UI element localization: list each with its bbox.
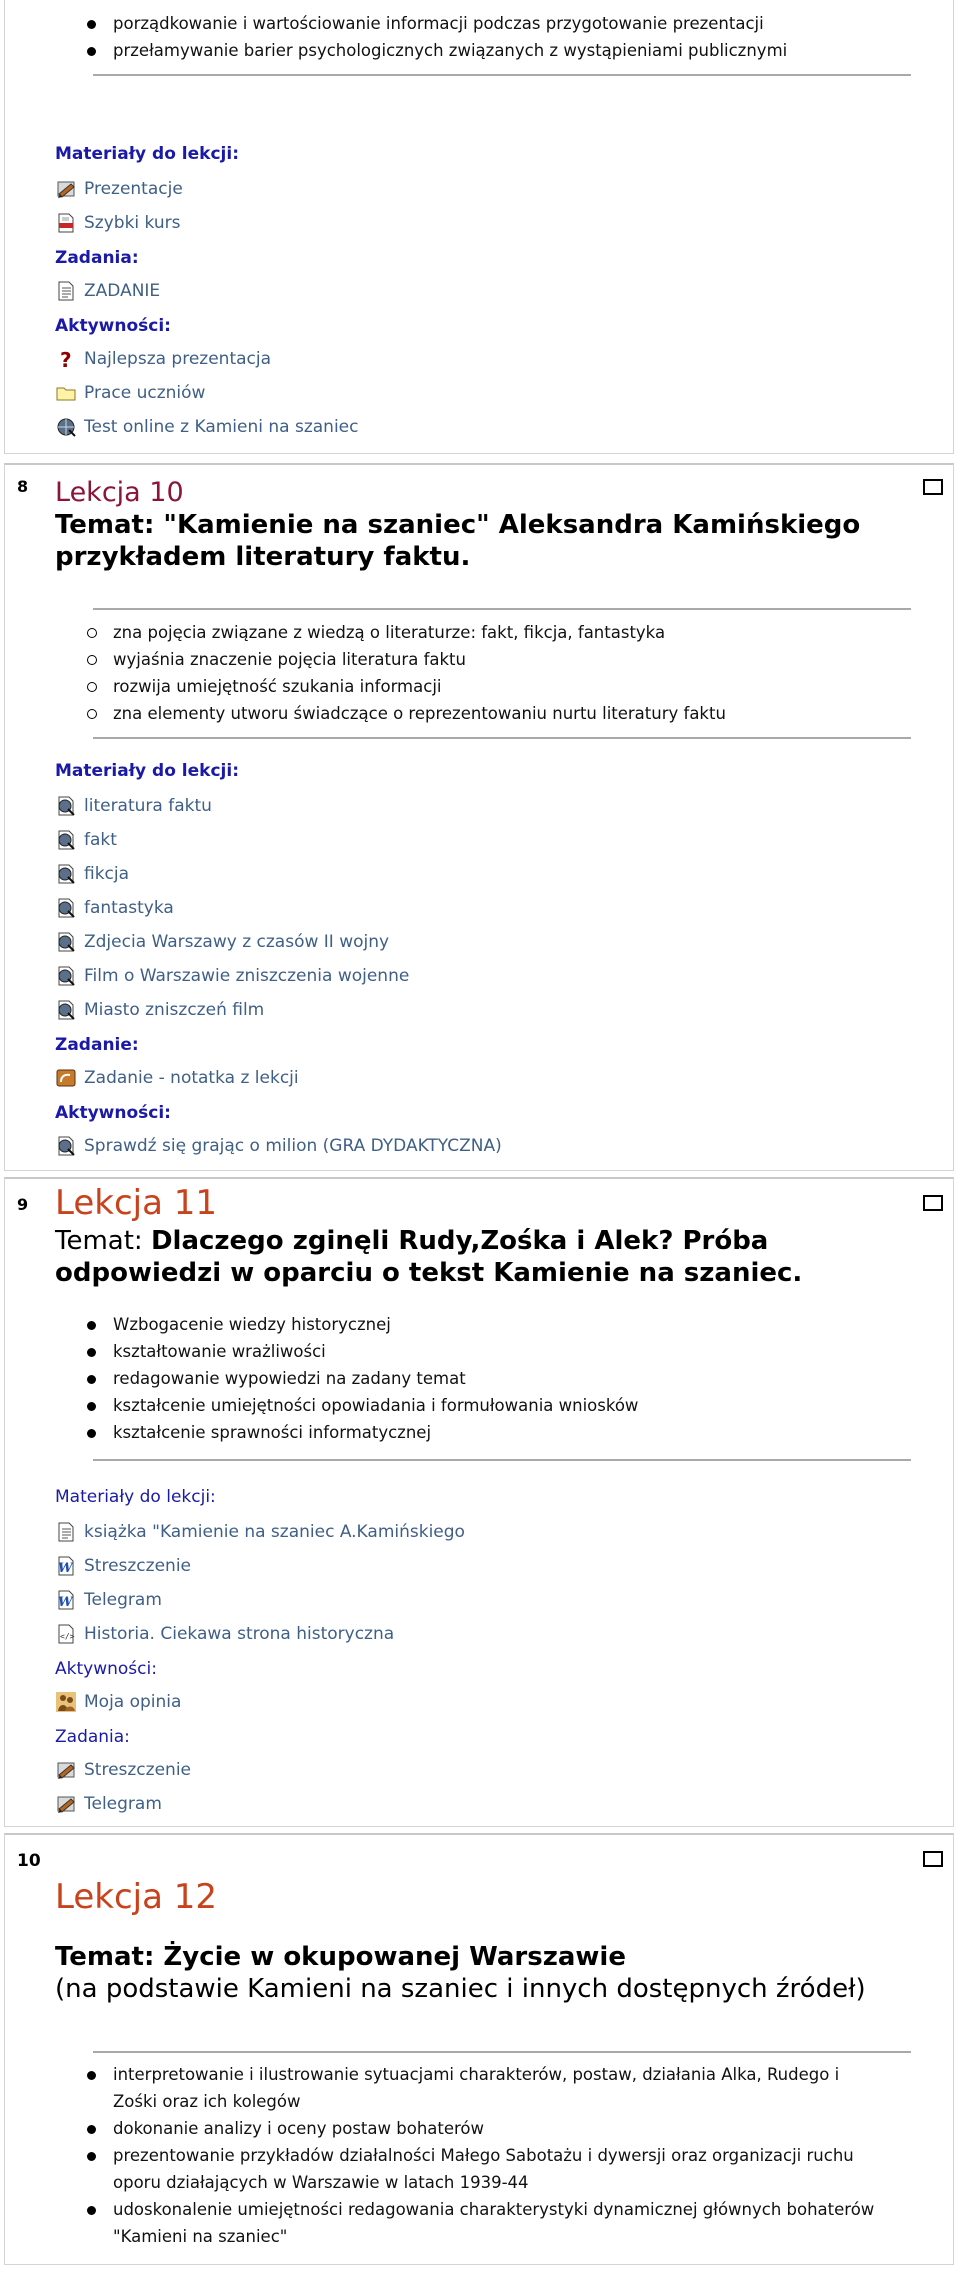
objectives-list [85,10,787,64]
objective-item: "Kamieni na szaniec" [113,2227,288,2246]
objectives-list [85,619,726,727]
activity-text: Prace uczniów [84,383,206,403]
objective-item: rozwija umiejętność szukania informacji [85,673,726,700]
resource-text: fikcja [84,864,130,884]
resource-link[interactable] [55,827,117,853]
materials-label: Materiały do lekcji: [55,761,239,781]
task-link[interactable] [55,278,160,304]
divider [93,2051,911,2053]
activity-text: Test online z Kamieni na szaniec [84,417,359,437]
objective-item: przełamywanie barier psychologicznych związanych z wystąpieniami publicznymi [85,37,787,64]
question-mark-icon [55,348,77,370]
svg-text:W: W [58,1561,73,1576]
topic-line: odpowiedzi w oparciu o tekst Kamienie na szaniec. [55,1258,803,1288]
pencil-task-icon [55,1759,77,1781]
topic-line: Temat: "Kamienie na szaniec" Aleksandra Kamińskiego [55,510,861,540]
pencil-task-icon [55,178,77,200]
activity-text: Najlepsza prezentacja [84,349,272,369]
text-document-icon [55,280,77,302]
topic-line: (na podstawie Kamieni na szaniec i innych dostępnych źródeł) [55,1974,866,2004]
completion-checkbox[interactable] [923,1195,943,1211]
topic-prefix: Temat: [55,1226,151,1256]
globe-link-icon [55,795,77,817]
people-forum-icon [55,1691,77,1713]
activities-label: Aktywności: [55,1659,157,1679]
lesson-topic [55,509,860,573]
globe-link-icon [55,829,77,851]
activity-link[interactable] [55,346,271,372]
topic-line: Temat: Życie w okupowanej Warszawie [55,1942,626,1972]
resource-text: książka "Kamienie na szaniec A.Kamińskiego [84,1522,465,1542]
objective-item: oporu działających w Warszawie w latach 1939-44 [113,2173,529,2192]
svg-text:W: W [58,1595,73,1610]
globe-link-icon [55,931,77,953]
globe-link-icon [55,999,77,1021]
hand-upload-icon [55,1067,77,1089]
resource-link[interactable] [55,1553,191,1579]
objectives-list [85,2061,874,2250]
section-7 [4,0,954,454]
text-document-icon [55,1521,77,1543]
globe-link-icon [55,416,77,438]
resource-text: Szybki kurs [84,213,181,233]
section-number: 8 [17,477,29,496]
lesson-topic [55,1941,866,2005]
resource-link[interactable] [55,1621,394,1647]
task-text: Telegram [84,1794,162,1814]
resource-text: Historia. Ciekawa strona historyczna [84,1624,395,1644]
resource-text: fakt [84,830,117,850]
globe-link-icon [55,965,77,987]
materials-label: Materiały do lekcji: [55,144,239,164]
activities-label: Aktywności: [55,316,171,336]
lesson-title: Lekcja 10 [55,477,184,508]
resource-text: Telegram [84,1590,162,1610]
resource-link[interactable] [55,210,180,236]
resource-link[interactable] [55,963,409,989]
objective-item: redagowanie wypowiedzi na zadany temat [85,1365,638,1392]
task-text: Streszczenie [84,1760,191,1780]
tasks-label: Zadania: [55,248,139,268]
folder-icon [55,382,77,404]
objective-item: Wzbogacenie wiedzy historycznej [85,1311,638,1338]
lesson-title: Lekcja 12 [55,1877,217,1917]
resource-link[interactable] [55,861,129,887]
svg-text:?: ? [60,348,72,370]
objective-item: interpretowanie i ilustrowanie sytuacjami charakterów, postaw, działania Alka, Rudego i [85,2061,874,2088]
topic-line [55,1225,802,1257]
divider [93,737,911,739]
resource-text: Zdjecia Warszawy z czasów II wojny [84,932,390,952]
resource-link[interactable] [55,895,174,921]
topic-bold: Dlaczego zginęli Rudy,Zośka i Alek? Próba [150,1226,769,1256]
section-number: 10 [17,1851,41,1871]
objective-item: kształtowanie wrażliwości [85,1338,638,1365]
globe-link-icon [55,897,77,919]
objectives-list [85,1311,638,1446]
resource-link[interactable] [55,929,389,955]
resource-text: Prezentacje [84,179,183,199]
activity-link[interactable] [55,414,358,440]
completion-checkbox[interactable] [923,479,943,495]
word-document-icon [55,1555,77,1577]
divider [93,608,911,610]
pdf-document-icon [55,212,77,234]
resource-link[interactable] [55,1519,465,1545]
resource-text: Streszczenie [84,1556,191,1576]
completion-checkbox[interactable] [923,1851,943,1867]
tasks-label: Zadania: [55,1727,130,1747]
resource-link[interactable] [55,997,264,1023]
activities-label: Aktywności: [55,1103,171,1123]
resource-text: literatura faktu [84,796,212,816]
activity-link[interactable] [55,1133,502,1159]
activity-link[interactable] [55,380,205,406]
objective-item: zna pojęcia związane z wiedzą o literaturze: fakt, fikcja, fantastyka [85,619,726,646]
activity-link[interactable] [55,1689,181,1715]
resource-link[interactable] [55,793,212,819]
task-link[interactable] [55,1757,191,1783]
section-9 [4,1177,954,1827]
svg-text:</>: </> [60,1632,75,1641]
objective-item: kształcenie sprawności informatycznej [85,1419,638,1446]
lesson-topic [55,1225,802,1289]
objective-item: Zośki oraz ich kolegów [113,2092,301,2111]
section-number: 9 [17,1195,29,1214]
activity-text: Moja opinia [84,1692,182,1712]
globe-link-icon [55,863,77,885]
materials-label: Materiały do lekcji: [55,1487,216,1507]
objective-item: dokonanie analizy i oceny postaw bohaterów [85,2115,874,2142]
task-link[interactable] [55,1791,162,1817]
resource-link[interactable] [55,176,183,202]
globe-link-icon [55,1135,77,1157]
divider [93,1459,911,1461]
task-label: Zadanie: [55,1035,139,1055]
lesson-title: Lekcja 11 [55,1183,217,1223]
web-page-icon [55,1623,77,1645]
topic-line: przykładem literatury faktu. [55,542,471,572]
resource-text: Film o Warszawie zniszczenia wojenne [84,966,410,986]
task-link[interactable] [55,1065,299,1091]
divider [93,74,911,76]
task-text: ZADANIE [84,281,161,301]
objective-item: zna elementy utworu świadczące o reprezentowaniu nurtu literatury faktu [85,700,726,727]
objective-item: wyjaśnia znaczenie pojęcia literatura faktu [85,646,726,673]
resource-text: Miasto zniszczeń film [84,1000,265,1020]
section-8 [4,463,954,1171]
resource-link[interactable] [55,1587,162,1613]
activity-text: Sprawdź się grając o milion (GRA DYDAKTYCZNA) [84,1136,502,1156]
objective-item: udoskonalenie umiejętności redagowania charakterystyki dynamicznej głównych bohaterów [85,2196,874,2223]
word-document-icon [55,1589,77,1611]
section-10 [4,1833,954,2265]
objective-item: prezentowanie przykładów działalności Małego Sabotażu i dywersji oraz organizacji ruchu [85,2142,874,2169]
objective-item: kształcenie umiejętności opowiadania i formułowania wniosków [85,1392,638,1419]
objective-item: porządkowanie i wartościowanie informacji podczas przygotowanie prezentacji [85,10,787,37]
task-text: Zadanie - notatka z lekcji [84,1068,299,1088]
resource-text: fantastyka [84,898,174,918]
pencil-task-icon [55,1793,77,1815]
